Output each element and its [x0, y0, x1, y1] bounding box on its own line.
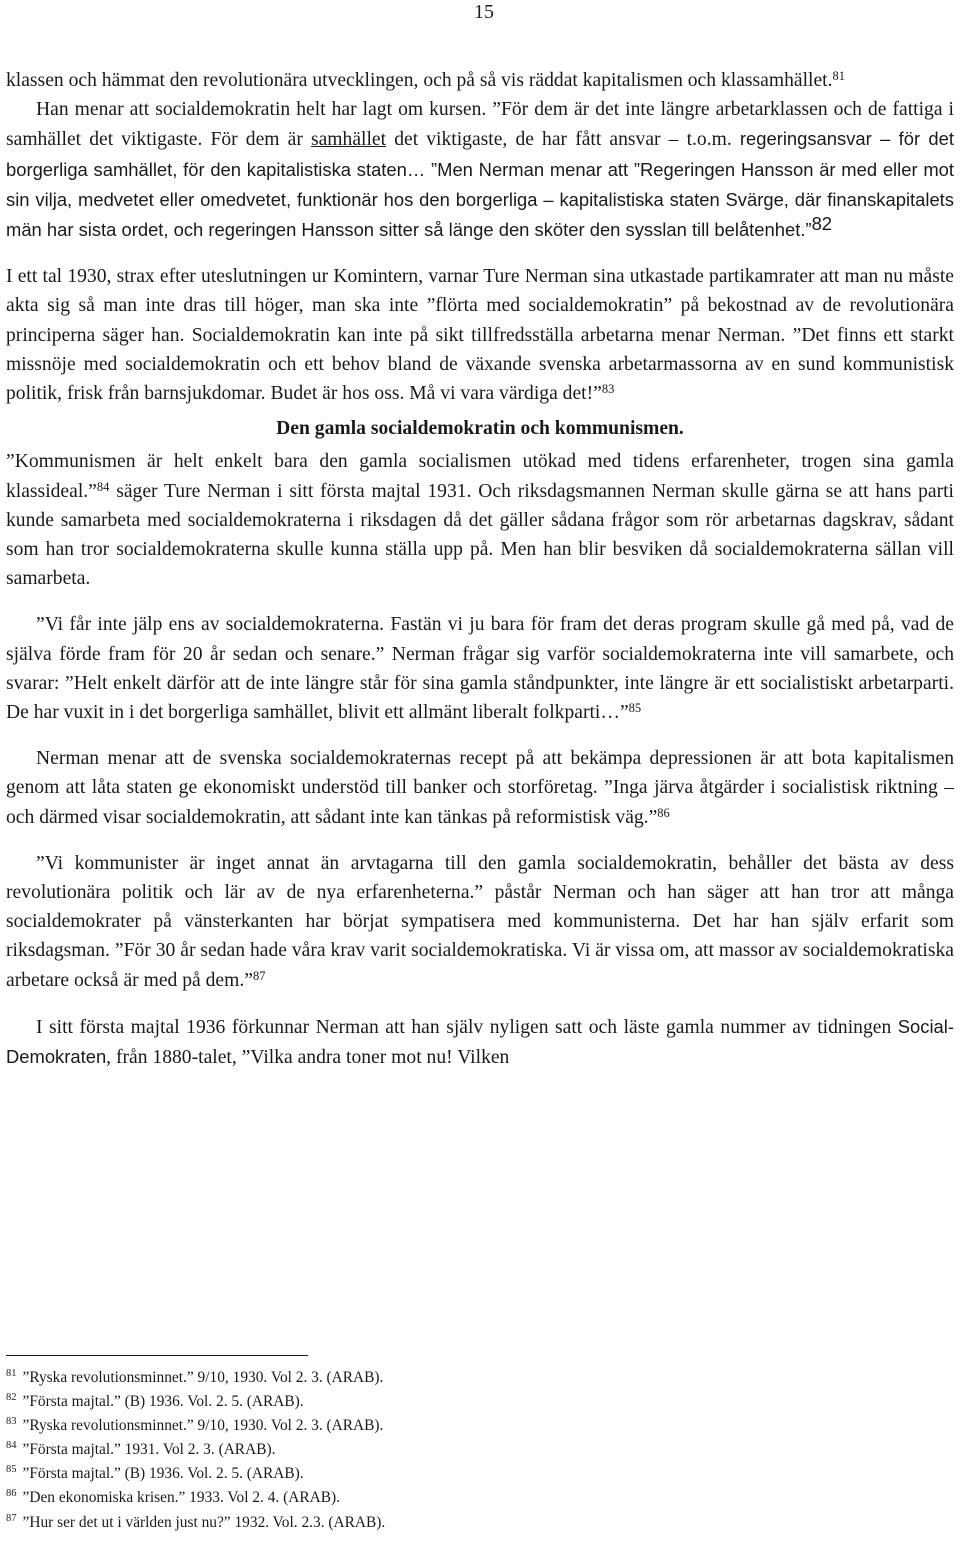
paragraph-3-text: I ett tal 1930, strax efter uteslutningen ur Komintern, varnar Ture Nerman sina utkastade partikamrater att man nu måste akta sig så man inte dras till höger, man ska inte ”flörta med socialdemokratin” på bekostnad av de revolutionära principerna säger han. Socialdemokratin kan inte på sikt tillfredsställa arbetarna menar Nerman. ”Det finns ett starkt missnöje med socialdemokratin och ett behov bland de växande svenska arbetarmassorna av en sund kommunistisk politik, frisk från barnsjukdomar. Budet är hos oss. Må vi vara värdiga det!”	[6, 266, 954, 405]
page-number: 15	[474, 1, 494, 23]
footnote-text: ”Den ekonomiska krisen.” 1933. Vol 2. 4. (ARAB).	[22, 1489, 340, 1507]
footnote-85	[6, 1462, 906, 1486]
footnote-ref-84[interactable]: 84	[96, 479, 110, 494]
footnote-number: 87	[6, 1512, 17, 1524]
footnote-number: 85	[6, 1464, 17, 1476]
paragraph-2	[6, 95, 954, 245]
paragraph-1	[6, 66, 954, 95]
paragraph-4-text-a: ”Kommunismen är helt enkelt bara den gamla socialismen utökad med tidens erfarenheter, trogen sina gamla klassideal.”	[6, 451, 954, 502]
footnote-number: 86	[6, 1488, 17, 1500]
footnote-text: ”Första majtal.” (B) 1936. Vol. 2. 5. (ARAB).	[22, 1393, 304, 1411]
samhallet-link[interactable]: samhället	[310, 129, 387, 151]
footnote-83	[6, 1414, 906, 1438]
footnote-text: ”Första majtal.” (B) 1936. Vol. 2. 5. (ARAB).	[22, 1465, 304, 1483]
footnote-84	[6, 1438, 906, 1462]
footnote-number: 81	[6, 1368, 17, 1379]
footnote-ref-86[interactable]: 86	[657, 805, 670, 820]
paragraph-5	[6, 610, 954, 727]
footnote-number: 82	[6, 1392, 17, 1404]
footnote-text: ”Ryska revolutionsminnet.” 9/10, 1930. Vol 2. 3. (ARAB).	[22, 1417, 384, 1435]
paragraph-2-text-b: det viktigaste, de har fått ansvar – t.o.m.	[386, 129, 740, 151]
paragraph-1-text: klassen och hämmat den revolutionära utvecklingen, och på så vis räddat kapitalismen och klassamhället.	[6, 70, 833, 91]
newspaper-title: Social-Demokraten	[6, 1015, 954, 1068]
paragraph-7-text: ”Vi kommunister är inget annat än arvtagarna till den gamla socialdemokratin, behåller det bästa av dess revolutionära politik och lär av de nya erfarenheterna.” påstår Nerman och han säger att han tror att många socialdemokrater på vänsterkanten har börjat sympatisera med kommunisterna. Det har han själv erfarit som riksdagsman. ”För 30 år sedan hade våra krav varit socialdemokratiska. Vi är vissa om, att massor av socialdemokratiska arbetare också är med på dem.”	[6, 852, 954, 991]
footnote-82	[6, 1390, 906, 1414]
footnote-ref-82[interactable]: 82	[811, 213, 833, 235]
section-heading: Den gamla socialdemokratin och kommunismen.	[276, 418, 684, 440]
paragraph-6-text: Nerman menar att de svenska socialdemokraternas recept på att bekämpa depressionen är att bota kapitalismen genom att låta staten ge ekonomiskt understöd till banker och storföretag. ”Inga järva åtgärder i socialistisk riktning – och därmed visar socialdemokratin, att sådant inte kan tänkas på reformistisk väg.”	[6, 748, 954, 828]
paragraph-2-text-c: regeringsansvar – för det borgerliga samhället, för den kapitalistiska staten… ”Men Nerman menar att ”Regeringen Hansson är med eller mot sin vilja, medvetet eller omedvetet, funktionär hos den borgerliga – kapitalistiska staten Svärge, där finanskapitalets män har sista ordet, och regeringen Hansson sitter så länge den sköter den sysslan till belåtenhet.”	[6, 128, 954, 241]
footnote-ref-87[interactable]: 87	[252, 968, 266, 983]
footnote-number: 83	[6, 1416, 17, 1428]
footnote-number: 84	[6, 1440, 17, 1452]
footnote-ref-83[interactable]: 83	[601, 382, 615, 397]
footnote-text: ”Första majtal.” 1931. Vol 2. 3. (ARAB).	[22, 1441, 276, 1459]
paragraph-5-text: ”Vi får inte jälp ens av socialdemokraterna. Fastän vi ju bara för fram det deras program skulle gå med på, vad de själva förde fram för 20 år sedan och senare.” Nerman frågar sig varför socialdemokraterna inte vill samarbete, och svarar: ”Helt enkelt därför att de inte längre står för sina gamla ståndpunkter, inte längre är ett socialistiskt arbetarparti. De har vuxit in i det borgerliga samhället, blivit ett allmänt liberalt folkparti…”	[6, 614, 954, 724]
paragraph-7	[6, 849, 954, 995]
footnote-text: ”Ryska revolutionsminnet.” 9/10, 1930. Vol 2. 3. (ARAB).	[22, 1369, 384, 1386]
footnote-ref-81[interactable]: 81	[832, 69, 845, 83]
footnote-87	[6, 1511, 906, 1535]
paragraph-3	[6, 262, 954, 408]
paragraph-8-text-c: , från 1880-talet, ”Vilka andra toner mot nu! Vilken	[106, 1047, 510, 1069]
paragraph-8-text-a: I sitt första majtal 1936 förkunnar Nerman att han själv nyligen satt och läste gamla nummer av tidningen	[36, 1016, 898, 1038]
footnote-81	[6, 1366, 906, 1390]
paragraph-4	[6, 447, 954, 593]
footnote-ref-85[interactable]: 85	[628, 701, 642, 716]
footnote-separator	[6, 1355, 308, 1356]
footnote-text: ”Hur ser det ut i världen just nu?” 1932. Vol. 2.3. (ARAB).	[22, 1513, 386, 1531]
paragraph-8	[6, 1012, 954, 1072]
body-text	[6, 66, 954, 1072]
footnote-86	[6, 1486, 906, 1510]
paragraph-6	[6, 744, 954, 832]
footnotes	[6, 1366, 906, 1535]
paragraph-2-text-a: Han menar att socialdemokratin helt har lagt om kursen. ”För dem är det inte längre arbetarklassen och de fattiga i samhället det viktigaste. För dem är	[6, 99, 954, 151]
paragraph-4-text-b: säger Ture Nerman i sitt första majtal 1931. Och riksdagsmannen Nerman skulle gärna se att hans parti kunde samarbeta med socialdemokraterna i riksdagen då det gäller sådana frågor som rör arbetarnas dagskrav, sådant som han tror socialdemokraterna skulle kunna ställa upp på. Men han blir besviken då socialdemokraterna sällan vill samarbeta.	[6, 480, 954, 590]
